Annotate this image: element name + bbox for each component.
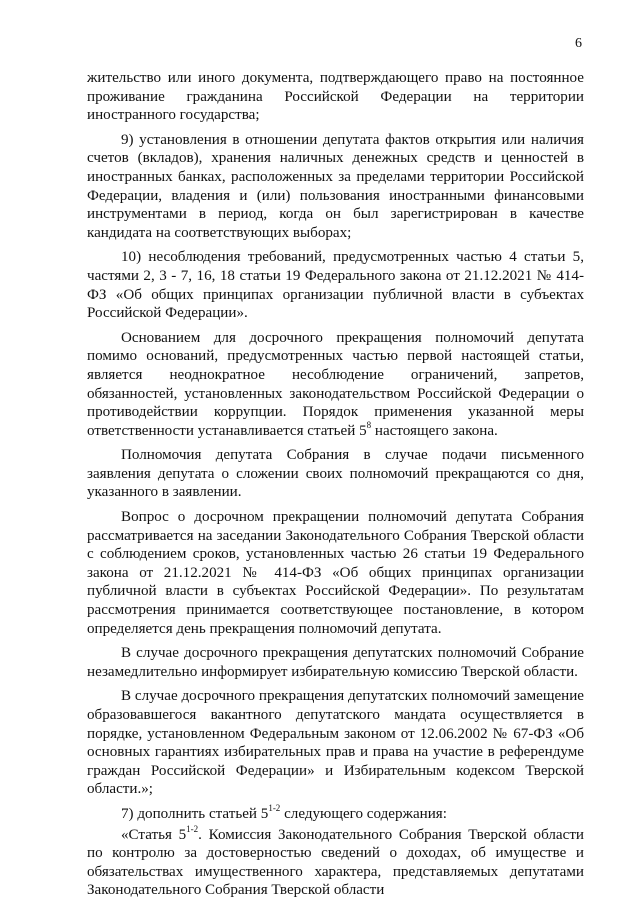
- paragraph-article-heading: [87, 823, 585, 900]
- superscript: 8: [366, 419, 372, 430]
- paragraph-text: следующего содержания:: [280, 805, 447, 822]
- paragraph-item-9: 9) установления в отношении депутата фактов открытия или наличия счетов (вкладов), хранения наличных денежных средств и ценностей в иностранных банках, расположенных за пределами территории Российской Федерации, владения и (или) пользования иностранными финансовыми инструментами в период, когда он был зарегистрирован в качестве кандидата на соответствующих выборах;: [87, 131, 584, 241]
- paragraph-item-10: 10) несоблюдения требований, предусмотренных частью 4 статьи 5, частями 2, 3 - 7, 16, 18 статьи 19 Федерального закона от 21.12.2021 № 414-ФЗ «Об общих принципах организации публичной власти в субъектах Российской Федерации».: [87, 249, 584, 322]
- page-number: 6: [575, 36, 582, 51]
- document-body: [87, 69, 584, 906]
- paragraph-item-7: [87, 802, 584, 824]
- paragraph-text: 7) дополнить статьей 5: [121, 805, 269, 822]
- paragraph-vacant-mandate: В случае досрочного прекращения депутатских полномочий замещение образовавшегося вакантного депутатского мандата осуществляется в порядке, установленном Федеральным законом от 12.06.2002 № 67-ФЗ «Об основных гарантиях избирательных прав и права на участие в референдуме граждан Российской Федерации» и Избирательным кодексом Тверской области.»;: [87, 688, 584, 798]
- superscript: 1-2: [268, 802, 281, 813]
- paragraph-text: Основанием для досрочного прекращения полномочий депутата помимо оснований, предусмотренных частью первой настоящей статьи, является неоднократное несоблюдение ограничений, запретов, обязанностей, установленных законодательством Российской Федерации о противодействии коррупции. Порядок применения указанной меры ответственности устанавливается статьей 5: [87, 329, 584, 439]
- paragraph-early-termination-grounds: [87, 329, 584, 441]
- paragraph-continuation: жительство или иного документа, подтверждающего право на постоянное проживание гражданина Российской Федерации на территории иностранного государства;: [87, 70, 584, 124]
- paragraph-consideration: Вопрос о досрочном прекращении полномочий депутата Собрания рассматривается на заседании Законодательного Собрания Тверской области с соблюдением сроков, установленных частью 26 статьи 19 Федерального закона от 21.12.2021 № 414-ФЗ «Об общих принципах организации публичной власти в субъектах Российской Федерации». По результатам рассмотрения принимается соответствующее постановление, в котором определяется день прекращения полномочий депутата.: [87, 509, 584, 637]
- paragraph-commission-notice: В случае досрочного прекращения депутатских полномочий Собрание незамедлительно информирует избирательную комиссию Тверской области.: [87, 645, 584, 680]
- superscript: 1-2: [186, 823, 199, 834]
- paragraph-text: настоящего закона.: [371, 422, 498, 439]
- paragraph-resignation: Полномочия депутата Собрания в случае подачи письменного заявления депутата о сложении своих полномочий прекращаются со дня, указанного в заявлении.: [87, 447, 584, 501]
- paragraph-text: «Статья 5: [121, 826, 187, 843]
- paragraph-text: . Комиссия Законодательного Собрания Тверской области по контролю за достоверностью сведений о доходах, об имуществе и обязательствах имущественного характера, представляемых депутатами Законодательного Собрания Тверской области: [87, 826, 585, 899]
